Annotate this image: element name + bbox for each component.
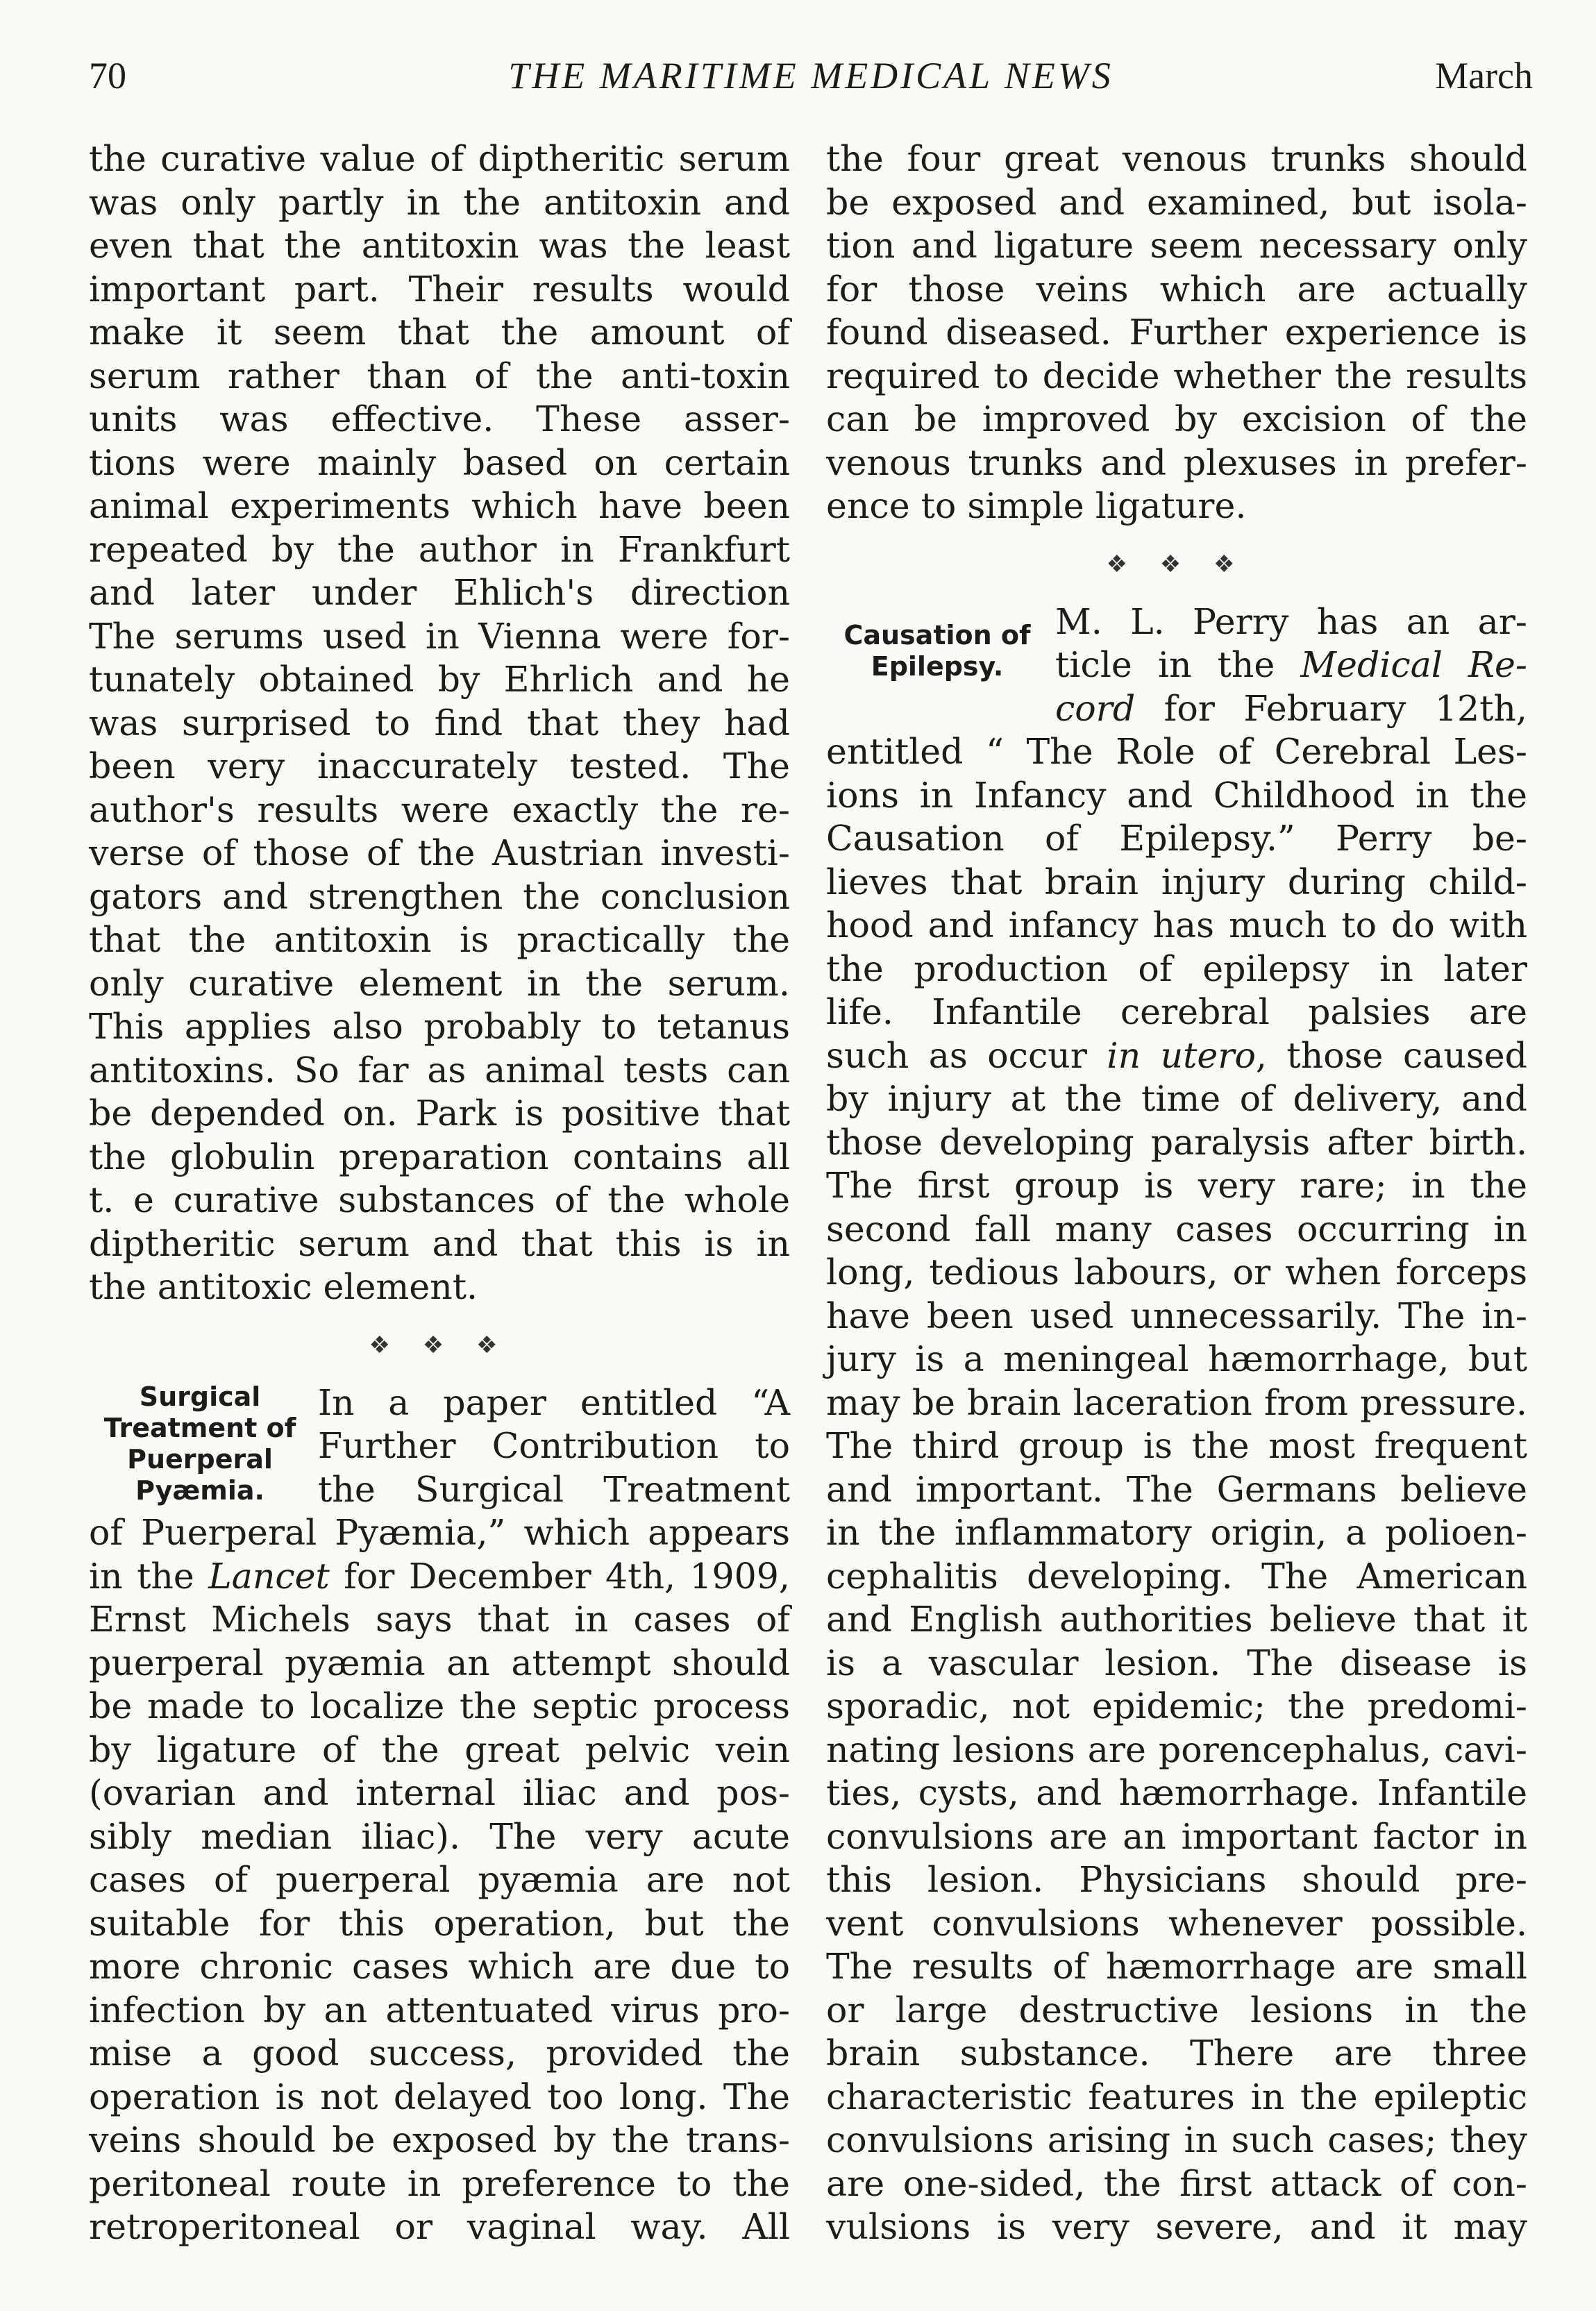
text-fragment: ticle in the bbox=[1055, 644, 1301, 685]
issue-month: March bbox=[1435, 55, 1533, 96]
text-line: in the inflammatory origin, a polioen- bbox=[826, 1512, 1527, 1553]
side-heading-line: Treatment of bbox=[103, 1412, 296, 1443]
text-line: ence to simple ligature. bbox=[826, 485, 1247, 526]
text-line: cephalitis developing. The American bbox=[826, 1555, 1527, 1597]
text-line: antitoxins. So far as animal tests can bbox=[89, 1049, 790, 1091]
text-line: was only partly in the antitoxin and bbox=[89, 181, 790, 223]
text-line: This applies also probably to tetanus bbox=[89, 1006, 790, 1047]
text-line: ions in Infancy and Childhood in the bbox=[826, 774, 1527, 816]
text-line: those developing paralysis after birth. bbox=[826, 1121, 1527, 1163]
journal-name-medical-record: Medical Re- bbox=[1300, 644, 1527, 685]
text-line: repeated by the author in Frankfurt bbox=[89, 528, 790, 570]
text-line: the Surgical Treatment bbox=[318, 1468, 790, 1510]
text-line: M. L. Perry has an ar- bbox=[1055, 600, 1527, 642]
running-header bbox=[89, 54, 1533, 110]
text-line: nating lesions are porencephalus, cavi- bbox=[826, 1729, 1527, 1770]
side-heading bbox=[826, 620, 1048, 682]
text-line: infection by an attentuated virus pro- bbox=[89, 1989, 790, 2031]
left-column bbox=[89, 137, 790, 2249]
text-line: may be brain laceration from pressure. bbox=[826, 1381, 1527, 1423]
text-line: Ernst Michels says that in cases of bbox=[89, 1599, 790, 1640]
text-line: cases of puerperal pyæmia are not bbox=[89, 1859, 790, 1900]
text-line: more chronic cases which are due to bbox=[89, 1946, 790, 1987]
text-line: be made to localize the septic process bbox=[89, 1686, 790, 1726]
text-line: found diseased. Further experience is bbox=[826, 312, 1527, 353]
text-fragment: , those caused bbox=[1255, 1034, 1527, 1076]
text-line: vulsions is very severe, and it may bbox=[826, 2206, 1527, 2247]
text-line: In a paper entitled “A bbox=[318, 1381, 790, 1423]
text-line: vent convulsions whenever possible. bbox=[826, 1902, 1527, 1944]
text-line: that the antitoxin is practically the bbox=[89, 919, 790, 960]
text-line bbox=[826, 687, 1527, 731]
text-line: make it seem that the amount of bbox=[89, 312, 790, 353]
right-column bbox=[826, 137, 1527, 2249]
text-line: venous trunks and plexuses in prefer- bbox=[826, 442, 1527, 483]
text-line: retroperitoneal or vaginal way. All bbox=[89, 2206, 790, 2247]
text-line: animal experiments which have been bbox=[89, 485, 790, 526]
side-heading-line: Causation of bbox=[843, 619, 1031, 650]
text-fragment: for December 4th, 1909, bbox=[329, 1555, 790, 1597]
text-line: of Puerperal Pyæmia,” which appears bbox=[89, 1512, 790, 1553]
text-line: The results of hæmorrhage are small bbox=[826, 1946, 1527, 1987]
text-line: tunately obtained by Ehrlich and he bbox=[89, 659, 790, 700]
text-line: peritoneal route in preference to the bbox=[89, 2162, 790, 2204]
text-line: the curative value of diptheritic serum bbox=[89, 138, 790, 179]
text-line: tions were mainly based on certain bbox=[89, 442, 790, 483]
text-fragment: for February 12th, bbox=[1135, 687, 1527, 729]
text-line: jury is a meningeal hæmorrhage, but bbox=[826, 1338, 1527, 1379]
diphtheria-serum-paragraph bbox=[89, 137, 790, 1309]
text-line: only curative element in the serum. bbox=[89, 962, 790, 1004]
text-line: author's results were exactly the re- bbox=[89, 789, 790, 830]
text-line bbox=[826, 1034, 1527, 1078]
text-line: have been used unnecessarily. The in- bbox=[826, 1295, 1527, 1336]
text-line: verse of those of the Austrian investi- bbox=[89, 832, 790, 873]
text-line: The serums used in Vienna were for- bbox=[89, 615, 790, 657]
text-line: mise a good success, provided the bbox=[89, 2033, 790, 2074]
text-line: tion and ligature seem necessary only bbox=[826, 225, 1527, 266]
text-line: brain substance. There are three bbox=[826, 2033, 1527, 2074]
text-line: operation is not delayed too long. The bbox=[89, 2076, 790, 2117]
side-heading-line: Pyæmia. bbox=[135, 1474, 264, 1506]
text-line: veins should be exposed by the trans- bbox=[89, 2119, 790, 2160]
text-line: was surprised to find that they had bbox=[89, 702, 790, 743]
text-fragment: such as occur bbox=[826, 1034, 1107, 1076]
text-line: or large destructive lesions in the bbox=[826, 1989, 1527, 2031]
text-line: important part. Their results would bbox=[89, 268, 790, 310]
text-line: sporadic, not epidemic; the predomi- bbox=[826, 1686, 1527, 1726]
side-heading-line: Puerperal bbox=[127, 1443, 273, 1474]
text-line: entitled “ The Role of Cerebral Les- bbox=[826, 731, 1527, 772]
venous-trunks-paragraph bbox=[826, 137, 1527, 528]
text-line: units was effective. These asser- bbox=[89, 398, 790, 439]
text-line: been very inaccurately tested. The bbox=[89, 746, 790, 787]
text-line: this lesion. Physicians should pre- bbox=[826, 1859, 1527, 1900]
text-line: sibly median iliac). The very acute bbox=[89, 1815, 790, 1857]
journal-title: THE MARITIME MEDICAL NEWS bbox=[508, 55, 1114, 96]
epilepsy-section bbox=[826, 600, 1527, 2249]
text-line: second fall many cases occurring in bbox=[826, 1208, 1527, 1250]
text-line: life. Infantile cerebral palsies are bbox=[826, 991, 1527, 1032]
text-line: Causation of Epilepsy.” Perry be- bbox=[826, 818, 1527, 859]
text-line: The first group is very rare; in the bbox=[826, 1165, 1527, 1206]
text-line: t. e curative substances of the whole bbox=[89, 1179, 790, 1220]
text-line: and important. The Germans believe bbox=[826, 1468, 1527, 1510]
text-line: long, tedious labours, or when forceps bbox=[826, 1252, 1527, 1293]
section-separator-ornament: ❖ ❖ ❖ bbox=[369, 1331, 510, 1359]
text-line: is a vascular lesion. The disease is bbox=[826, 1642, 1527, 1683]
text-line: be exposed and examined, but isola- bbox=[826, 181, 1527, 223]
text-line: The third group is the most frequent bbox=[826, 1425, 1527, 1466]
text-line: diptheritic serum and that this is in bbox=[89, 1222, 790, 1264]
text-line: and later under Ehlich's direction bbox=[89, 572, 790, 613]
text-line: the four great venous trunks should bbox=[826, 138, 1527, 179]
text-line: gators and strengthen the conclusion bbox=[89, 875, 790, 917]
text-line: be depended on. Park is positive that bbox=[89, 1093, 790, 1134]
side-heading-line: Surgical bbox=[139, 1381, 261, 1412]
journal-name-medical-record-end: cord bbox=[1055, 687, 1136, 729]
text-line: for those veins which are actually bbox=[826, 268, 1527, 310]
text-line: Further Contribution to bbox=[318, 1425, 790, 1466]
text-line: characteristic features in the epileptic bbox=[826, 2076, 1527, 2117]
text-line: even that the antitoxin was the least bbox=[89, 225, 790, 266]
text-line: lieves that brain injury during child- bbox=[826, 861, 1527, 902]
text-line: the globulin preparation contains all bbox=[89, 1136, 790, 1177]
text-line: puerperal pyæmia an attempt should bbox=[89, 1642, 790, 1683]
text-line: by injury at the time of delivery, and bbox=[826, 1078, 1527, 1119]
text-line: hood and infancy has much to do with bbox=[826, 905, 1527, 946]
side-heading-line: Epilepsy. bbox=[871, 650, 1004, 682]
text-line: and English authorities believe that it bbox=[826, 1599, 1527, 1640]
text-line: suitable for this operation, but the bbox=[89, 1902, 790, 1944]
text-line: by ligature of the great pelvic vein bbox=[89, 1729, 790, 1770]
text-line: convulsions arising in such cases; they bbox=[826, 2119, 1527, 2160]
text-line: the production of epilepsy in later bbox=[826, 948, 1527, 989]
latin-phrase-in-utero: in utero bbox=[1107, 1034, 1256, 1076]
text-fragment: in the bbox=[89, 1555, 209, 1597]
section-separator-ornament: ❖ ❖ ❖ bbox=[1106, 550, 1248, 578]
journal-name-lancet: Lancet bbox=[208, 1555, 330, 1597]
text-line: ties, cysts, and hæmorrhage. Infantile bbox=[826, 1772, 1527, 1813]
text-line: can be improved by excision of the bbox=[826, 398, 1527, 439]
text-line: are one-sided, the first attack of con- bbox=[826, 2162, 1527, 2204]
puerperal-pyaemia-section bbox=[89, 1381, 790, 2249]
text-line: the antitoxic element. bbox=[89, 1266, 478, 1307]
text-line: (ovarian and internal iliac and pos- bbox=[89, 1772, 790, 1813]
text-line: convulsions are an important factor in bbox=[826, 1815, 1527, 1857]
text-line: required to decide whether the results bbox=[826, 355, 1527, 396]
page-number: 70 bbox=[89, 55, 126, 96]
side-heading bbox=[89, 1381, 311, 1506]
text-line bbox=[89, 1555, 790, 1599]
text-line: serum rather than of the anti-toxin bbox=[89, 355, 790, 396]
